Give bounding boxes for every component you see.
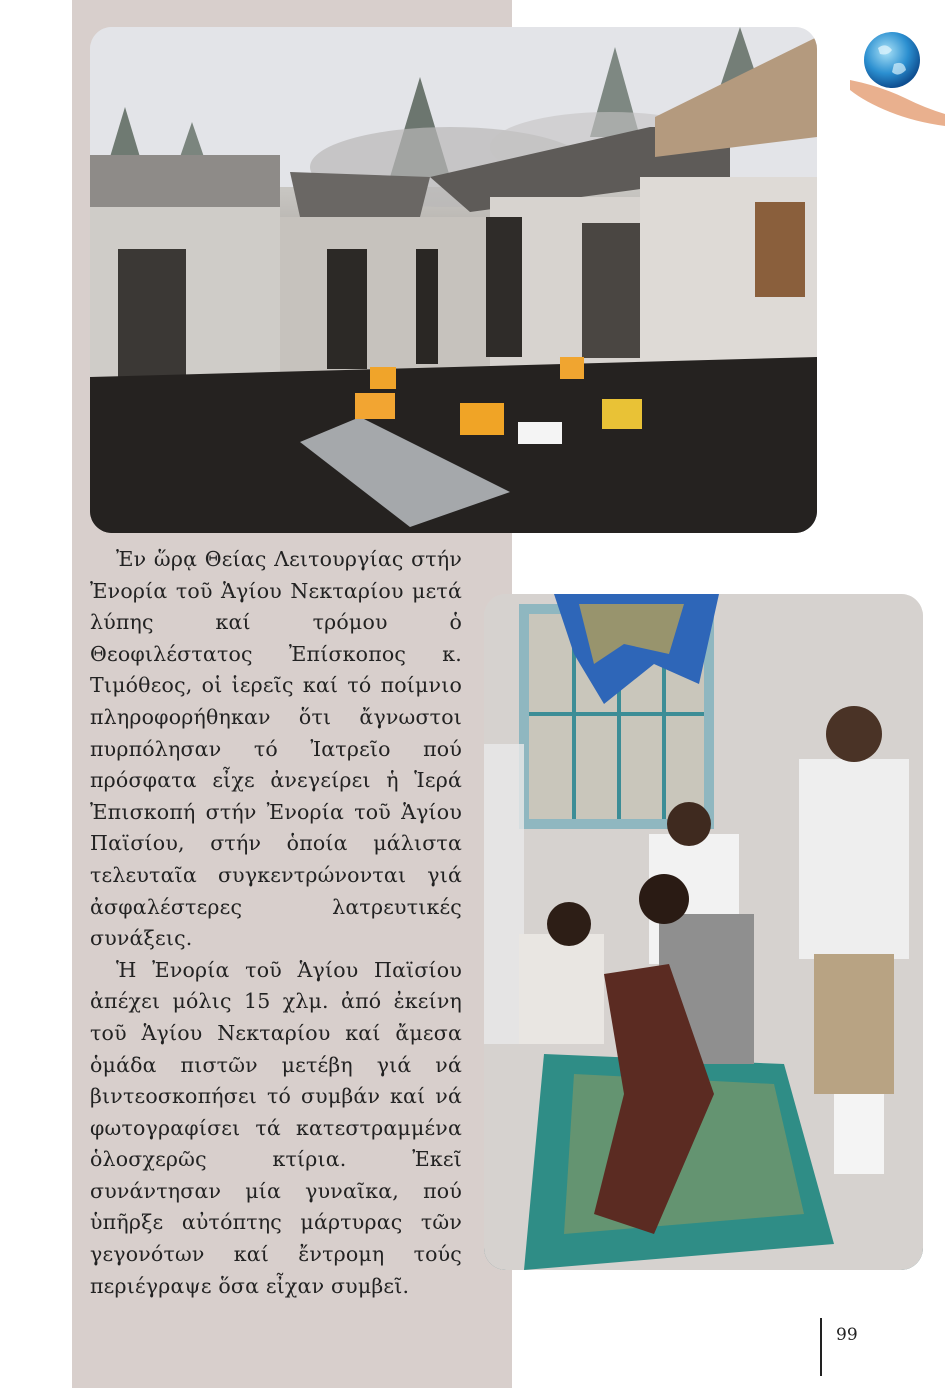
page-number-rule <box>820 1318 822 1376</box>
article-paragraph-2: Ἡ Ἐνορία τοῦ Ἁγίου Παϊσίου ἀπέχει μόλις 15 χλμ. ἀπό ἐκείνη τοῦ Ἁγίου Νεκταρίου καί ἄμεσα ὁμάδα πιστῶν μετέβη γιά νά βιντεοσκοπήσει τό συμβάν καί νά φωτογραφίσει τά κατεστραμμένα ὁλοσχερῶς κτίρια. Ἐκεῖ συνάντησαν μία γυναῖκα, πού ὑπῆρξε αὐτόπτης μάρτυρας τῶν γεγονότων καί ἔντρομη τούς περιέγραψε ὅσα εἶχαν συμβεῖ. <box>90 957 462 1298</box>
burned-clinic-illustration <box>90 27 817 533</box>
globe-in-hand-icon <box>850 28 945 128</box>
room-scene-illustration <box>484 594 923 1270</box>
article-body <box>90 544 462 1302</box>
people-in-room-photo <box>484 594 923 1270</box>
article-paragraph-1: Ἐν ὥρᾳ Θείας Λειτουργίας στήν Ἐνορία τοῦ Ἁγίου Νεκταρίου μετά λύπης καί τρόμου ὁ Θεοφιλέστατος Ἐπίσκοπος κ. Τιμόθεος, οἱ ἱερεῖς καί τό ποίμνιο πληροφορήθηκαν ὅτι ἄγνωστοι πυρπόλησαν τό Ἰατρεῖο πού πρόσφατα εἶχε ἀνεγείρει ἡ Ἱερά Ἐπισκοπή στήν Ἐνορία τοῦ Ἁγίου Παϊσίου, στήν ὁποία μάλιστα τελευταῖα συγκεντρώνονται γιά ἀσφαλέστερες λατρευτικές συνάξεις. <box>90 547 462 951</box>
page-number: 99 <box>836 1325 858 1345</box>
burned-clinic-photo <box>90 27 817 533</box>
